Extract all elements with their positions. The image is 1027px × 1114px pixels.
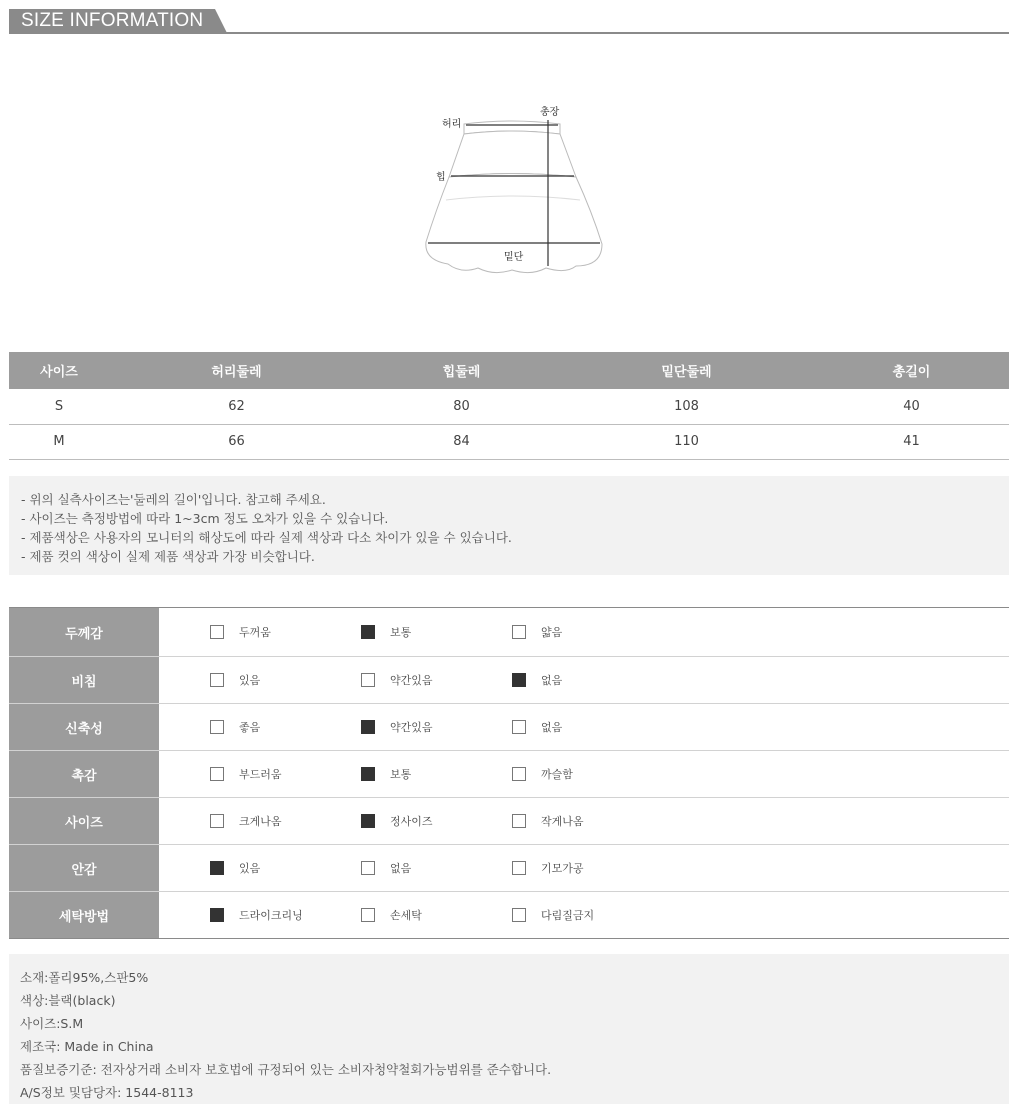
table-cell: 84 bbox=[364, 424, 559, 459]
attr-label: 세탁방법 bbox=[9, 892, 159, 938]
checkbox-checked bbox=[361, 767, 375, 781]
option-label: 정사이즈 bbox=[390, 815, 433, 828]
attr-row-fit bbox=[9, 797, 1009, 844]
size-notes bbox=[9, 476, 1009, 575]
option-label: 기모가공 bbox=[541, 862, 584, 875]
note-line: - 위의 실측사이즈는'둘레의 길이'입니다. 참고해 주세요. bbox=[21, 492, 326, 507]
info-sizes: 사이즈:S.M bbox=[20, 1016, 84, 1031]
size-table-header bbox=[9, 352, 1009, 389]
option-label: 작게나옴 bbox=[541, 815, 584, 828]
product-info bbox=[9, 954, 1009, 1104]
attr-label: 안감 bbox=[9, 845, 159, 891]
option-label: 있음 bbox=[239, 862, 261, 875]
fabric-attributes-table bbox=[9, 607, 1009, 939]
attr-row-elasticity bbox=[9, 703, 1009, 750]
option-label: 없음 bbox=[541, 721, 563, 734]
table-cell: 80 bbox=[364, 389, 559, 424]
checkbox bbox=[512, 767, 526, 781]
table-cell: 66 bbox=[109, 424, 364, 459]
option-label: 드라이크리닝 bbox=[239, 909, 303, 922]
attr-label: 사이즈 bbox=[9, 798, 159, 844]
checkbox bbox=[210, 720, 224, 734]
info-origin: 제조국: Made in China bbox=[20, 1039, 154, 1054]
size-table bbox=[9, 352, 1009, 460]
info-warranty: 품질보증기준: 전자상거래 소비자 보호법에 규정되어 있는 소비자청약철회가능범위를 준수합니다. bbox=[20, 1062, 552, 1077]
col-length: 총길이 bbox=[814, 352, 1009, 389]
checkbox-checked bbox=[361, 625, 375, 639]
option-label: 약간있음 bbox=[390, 721, 433, 734]
option-label: 없음 bbox=[541, 674, 563, 687]
attr-row-lining bbox=[9, 844, 1009, 891]
option-label: 보통 bbox=[390, 768, 412, 781]
checkbox-checked bbox=[210, 861, 224, 875]
option-label: 좋음 bbox=[239, 721, 261, 734]
skirt-body bbox=[449, 131, 576, 177]
waist-label: 허리 bbox=[442, 119, 462, 130]
hem-label: 밑단 bbox=[504, 252, 524, 263]
col-waist: 허리둘레 bbox=[109, 352, 364, 389]
option-label: 까슬함 bbox=[541, 768, 573, 781]
table-row bbox=[9, 389, 1009, 424]
table-cell: 108 bbox=[559, 389, 814, 424]
note-line: - 제품 컷의 색상이 실제 제품 색상과 가장 비슷합니다. bbox=[21, 549, 315, 564]
section-title: SIZE INFORMATION bbox=[21, 10, 204, 31]
table-row bbox=[9, 424, 1009, 459]
attr-row-washing bbox=[9, 891, 1009, 938]
checkbox bbox=[210, 625, 224, 639]
option-label: 손세탁 bbox=[390, 909, 422, 922]
option-label: 보통 bbox=[390, 626, 412, 639]
option-label: 두꺼움 bbox=[239, 626, 271, 639]
attr-label: 촉감 bbox=[9, 751, 159, 797]
checkbox-checked bbox=[361, 814, 375, 828]
section-header bbox=[9, 9, 1009, 34]
attr-row-sheerness bbox=[9, 656, 1009, 703]
attr-label: 신축성 bbox=[9, 704, 159, 750]
hip-label: 힙 bbox=[436, 172, 446, 183]
note-line: - 사이즈는 측정방법에 따라 1~3cm 정도 오차가 있을 수 있습니다. bbox=[21, 511, 389, 526]
table-cell: S bbox=[9, 389, 109, 424]
table-cell: 62 bbox=[109, 389, 364, 424]
info-color: 색상:블랙(black) bbox=[20, 993, 116, 1008]
table-cell: M bbox=[9, 424, 109, 459]
info-material: 소재:폴리95%,스판5% bbox=[20, 970, 149, 985]
option-label: 얇음 bbox=[541, 626, 563, 639]
option-label: 있음 bbox=[239, 674, 261, 687]
checkbox-checked bbox=[361, 720, 375, 734]
attr-row-thickness bbox=[9, 608, 1009, 656]
checkbox bbox=[512, 908, 526, 922]
table-cell: 40 bbox=[814, 389, 1009, 424]
checkbox bbox=[210, 767, 224, 781]
checkbox bbox=[512, 720, 526, 734]
table-cell: 41 bbox=[814, 424, 1009, 459]
col-hem: 밑단둘레 bbox=[559, 352, 814, 389]
checkbox bbox=[210, 673, 224, 687]
checkbox bbox=[512, 625, 526, 639]
col-size: 사이즈 bbox=[9, 352, 109, 389]
attr-label: 두께감 bbox=[9, 608, 159, 656]
checkbox bbox=[512, 861, 526, 875]
info-as-contact: A/S정보 및담당자: 1544-8113 bbox=[20, 1085, 194, 1100]
note-line: - 제품색상은 사용자의 모니터의 해상도에 따라 실제 색상과 다소 차이가 있을 수 있습니다. bbox=[21, 530, 512, 545]
table-cell: 110 bbox=[559, 424, 814, 459]
option-label: 부드러움 bbox=[239, 768, 282, 781]
option-label: 크게나옴 bbox=[239, 815, 282, 828]
checkbox-checked bbox=[512, 673, 526, 687]
option-label: 다림질금지 bbox=[541, 909, 595, 922]
attr-label: 비침 bbox=[9, 657, 159, 703]
checkbox bbox=[361, 673, 375, 687]
option-label: 약간있음 bbox=[390, 674, 433, 687]
length-label: 총장 bbox=[540, 107, 560, 118]
skirt-measurement-diagram bbox=[416, 100, 616, 290]
checkbox bbox=[512, 814, 526, 828]
checkbox bbox=[361, 861, 375, 875]
col-hip: 힙둘레 bbox=[364, 352, 559, 389]
attr-row-texture bbox=[9, 750, 1009, 797]
checkbox-checked bbox=[210, 908, 224, 922]
option-label: 없음 bbox=[390, 862, 412, 875]
checkbox bbox=[210, 814, 224, 828]
checkbox bbox=[361, 908, 375, 922]
